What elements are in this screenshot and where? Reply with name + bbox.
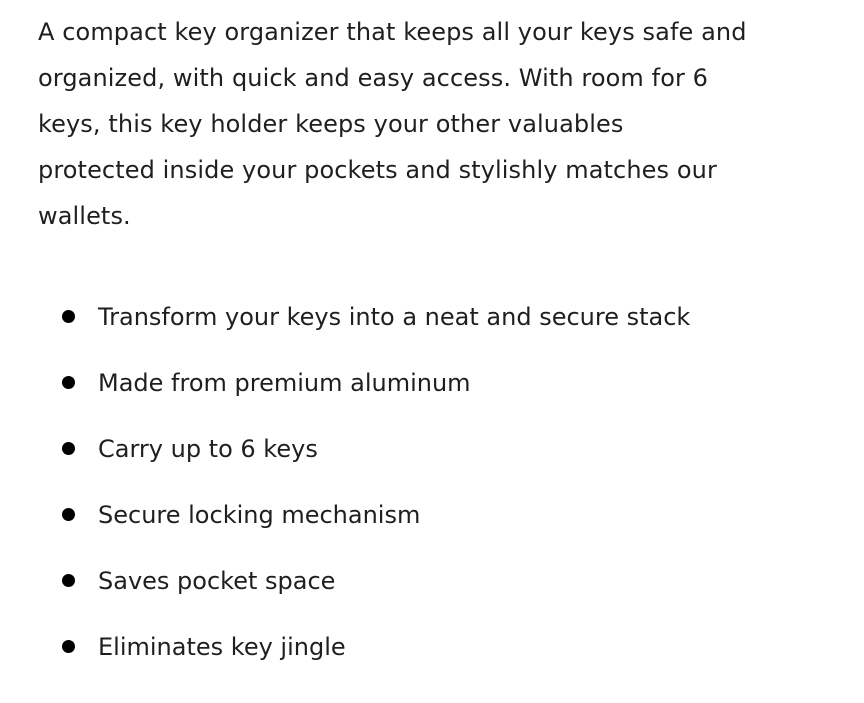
feature-text: Transform your keys into a neat and secure stack — [98, 303, 691, 331]
description-line: keys, this key holder keeps your other valuables — [38, 110, 624, 138]
description-line: wallets. — [38, 202, 131, 230]
bullet-icon — [62, 574, 75, 587]
bullet-icon — [62, 376, 75, 389]
bullet-icon — [62, 640, 75, 653]
feature-text: Secure locking mechanism — [98, 501, 421, 529]
bullet-icon — [62, 310, 75, 323]
bullet-icon — [62, 442, 75, 455]
product-description — [38, 9, 798, 239]
feature-text: Saves pocket space — [98, 567, 336, 595]
feature-text: Made from premium aluminum — [98, 369, 471, 397]
description-line: A compact key organizer that keeps all your keys safe and — [38, 18, 747, 46]
bullet-icon — [62, 508, 75, 521]
description-line: organized, with quick and easy access. With room for 6 — [38, 64, 709, 92]
description-line: protected inside your pockets and stylishly matches our — [38, 156, 717, 184]
feature-text: Eliminates key jingle — [98, 633, 346, 661]
feature-text: Carry up to 6 keys — [98, 435, 318, 463]
